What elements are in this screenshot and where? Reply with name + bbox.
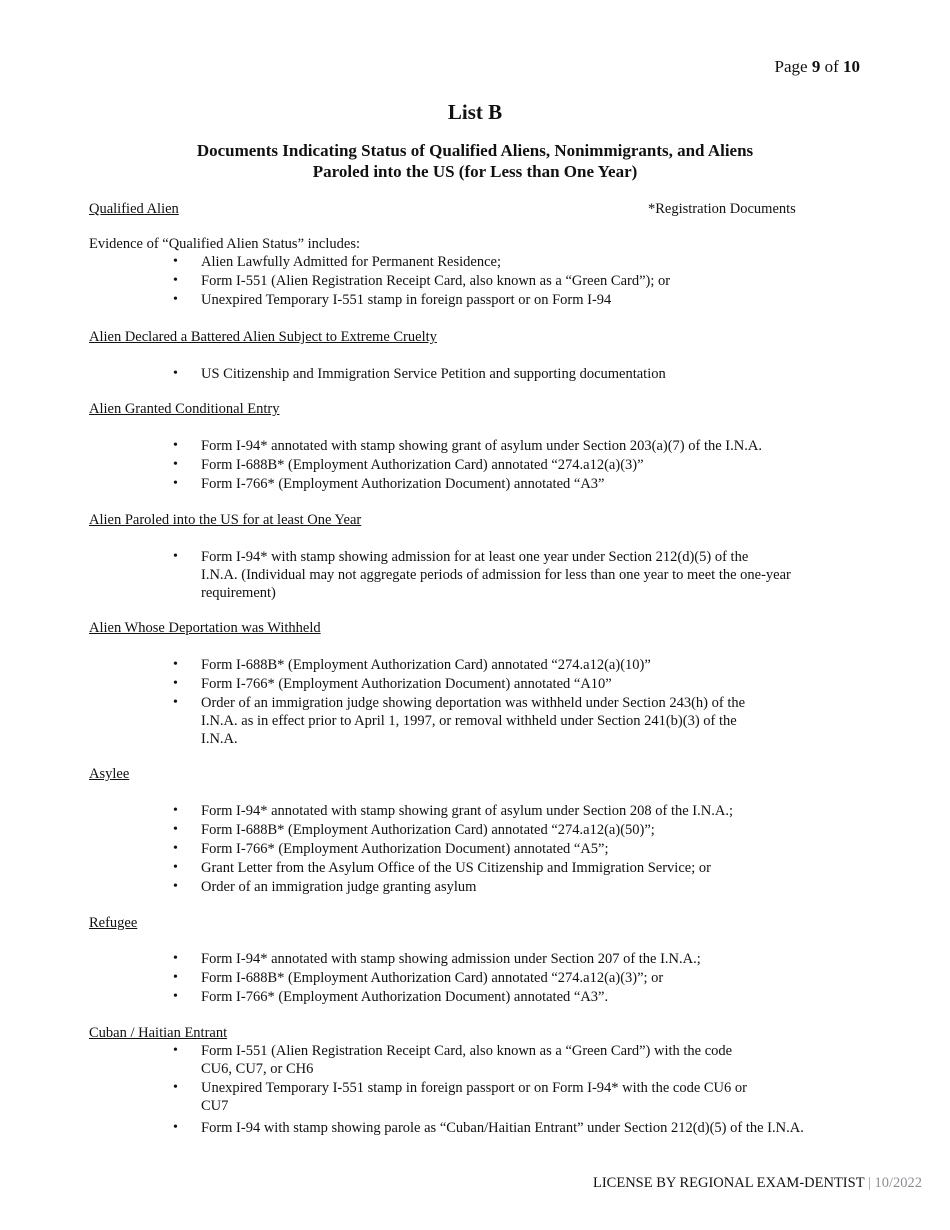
paroled-alien-documents bbox=[89, 548, 849, 603]
list-title: List B bbox=[447, 100, 503, 124]
list-item: • Grant Letter from the Asylum Office of the US Citizenship and Immigration Service; or bbox=[89, 859, 849, 877]
section-refugee bbox=[89, 914, 849, 932]
section-asylee bbox=[89, 765, 849, 783]
item-line: I.N.A. as in effect prior to April 1, 1997, or removal withheld under Section 241(b)(3) of the bbox=[201, 713, 737, 729]
evidence-intro: Evidence of “Qualified Alien Status” includes: bbox=[89, 236, 360, 252]
paroled-alien-list bbox=[89, 548, 849, 602]
item-line: CU7 bbox=[201, 1098, 229, 1114]
list-item: • Form I-688B* (Employment Authorization Card) annotated “274.a12(a)(10)” bbox=[89, 656, 849, 674]
section-heading: Qualified Alien bbox=[89, 201, 179, 217]
list-item: • Form I-94 with stamp showing parole as “Cuban/Haitian Entrant” under Section 212(d)(5) of the I.N.A. bbox=[89, 1119, 849, 1137]
item-line: I.N.A. bbox=[201, 731, 238, 747]
list-item: • Form I-94* annotated with stamp showing grant of asylum under Section 203(a)(7) of the I.N.A. bbox=[89, 437, 849, 455]
list-item: • Form I-766* (Employment Authorization Document) annotated “A3”. bbox=[89, 988, 849, 1006]
item-line: • Form I-551 (Alien Registration Receipt Card, also known as a “Green Card”) with the code bbox=[201, 1043, 733, 1059]
page-total: 10 bbox=[843, 57, 860, 76]
section-battered-alien bbox=[89, 328, 849, 346]
list-item: • Form I-766* (Employment Authorization Document) annotated “A5”; bbox=[89, 840, 849, 858]
list-item bbox=[89, 694, 849, 748]
section-heading: Refugee bbox=[89, 915, 138, 931]
conditional-entry-list bbox=[89, 437, 849, 493]
list-item: • Order of an immigration judge granting asylum bbox=[89, 878, 849, 896]
item-line: • Form I-94* with stamp showing admission for at least one year under Section 212(d)(5) of the bbox=[201, 549, 749, 565]
conditional-entry-documents bbox=[89, 437, 849, 494]
item-line: • Unexpired Temporary I-551 stamp in foreign passport or on Form I-94* with the code CU6 or bbox=[201, 1080, 747, 1096]
item-line: requirement) bbox=[201, 585, 276, 601]
list-item bbox=[89, 548, 849, 602]
page-current: 9 bbox=[811, 57, 821, 76]
footer-license: LICENSE BY REGIONAL EXAM-DENTIST bbox=[592, 1175, 865, 1191]
footer-date: 10/2022 bbox=[874, 1175, 922, 1191]
section-cuban-haitian-entrant bbox=[89, 1024, 849, 1138]
section-heading: Cuban / Haitian Entrant bbox=[89, 1025, 228, 1041]
section-heading: Alien Paroled into the US for at least One Year bbox=[89, 512, 362, 528]
footer bbox=[593, 1175, 922, 1192]
deportation-withheld-list bbox=[89, 656, 849, 748]
battered-alien-list bbox=[89, 365, 849, 383]
list-item: • Form I-688B* (Employment Authorization Card) annotated “274.a12(a)(50)”; bbox=[89, 821, 849, 839]
deportation-withheld-documents bbox=[89, 656, 849, 749]
asylee-documents bbox=[89, 802, 849, 897]
document-subtitle bbox=[0, 140, 950, 182]
section-heading: Alien Granted Conditional Entry bbox=[89, 401, 280, 417]
refugee-list bbox=[89, 950, 849, 1006]
list-item: • Form I-688B* (Employment Authorization Card) annotated “274.a12(a)(3)” bbox=[89, 456, 849, 474]
refugee-documents bbox=[89, 950, 849, 1007]
list-item bbox=[89, 1042, 849, 1078]
section-conditional-entry bbox=[89, 400, 849, 418]
list-item: • Form I-766* (Employment Authorization Document) annotated “A10” bbox=[89, 675, 849, 693]
subtitle-line-2: Paroled into the US (for Less than One Year) bbox=[312, 162, 638, 181]
section-heading: Alien Whose Deportation was Withheld bbox=[89, 620, 321, 636]
page-prefix: Page bbox=[774, 57, 808, 76]
subtitle-line-1: Documents Indicating Status of Qualified Aliens, Nonimmigrants, and Aliens bbox=[196, 141, 754, 160]
section-deportation-withheld bbox=[89, 619, 849, 637]
list-item: • Form I-94* annotated with stamp showing grant of asylum under Section 208 of the I.N.A.; bbox=[89, 802, 849, 820]
registration-note: *Registration Documents bbox=[648, 201, 796, 217]
list-item: • Form I-688B* (Employment Authorization Card) annotated “274.a12(a)(3)”; or bbox=[89, 969, 849, 987]
item-line: I.N.A. (Individual may not aggregate periods of admission for less than one year to meet the one-year bbox=[201, 567, 791, 583]
cuban-haitian-list bbox=[89, 1042, 849, 1137]
item-line: CU6, CU7, or CH6 bbox=[201, 1061, 314, 1077]
page-of: of bbox=[824, 57, 839, 76]
list-item: • US Citizenship and Immigration Service Petition and supporting documentation bbox=[89, 365, 849, 383]
item-line: • Order of an immigration judge showing deportation was withheld under Section 243(h) of the bbox=[201, 695, 746, 711]
list-item: • Form I-766* (Employment Authorization Document) annotated “A3” bbox=[89, 475, 849, 493]
qualified-alien-list bbox=[89, 253, 849, 309]
section-paroled-alien bbox=[89, 511, 849, 529]
section-heading: Alien Declared a Battered Alien Subject to Extreme Cruelty bbox=[89, 329, 437, 345]
page-number bbox=[775, 57, 860, 77]
footer-separator: | bbox=[867, 1175, 871, 1191]
list-item: • Unexpired Temporary I-551 stamp in foreign passport or on Form I-94 bbox=[89, 291, 849, 309]
list-item: • Form I-94* annotated with stamp showing admission under Section 207 of the I.N.A.; bbox=[89, 950, 849, 968]
qualified-alien-evidence bbox=[89, 235, 849, 310]
battered-alien-documents bbox=[89, 365, 849, 384]
list-item: • Alien Lawfully Admitted for Permanent Residence; bbox=[89, 253, 849, 271]
list-item bbox=[89, 1079, 849, 1115]
list-item: • Form I-551 (Alien Registration Receipt Card, also known as a “Green Card”); or bbox=[89, 272, 849, 290]
asylee-list bbox=[89, 802, 849, 896]
section-heading: Asylee bbox=[89, 766, 130, 782]
